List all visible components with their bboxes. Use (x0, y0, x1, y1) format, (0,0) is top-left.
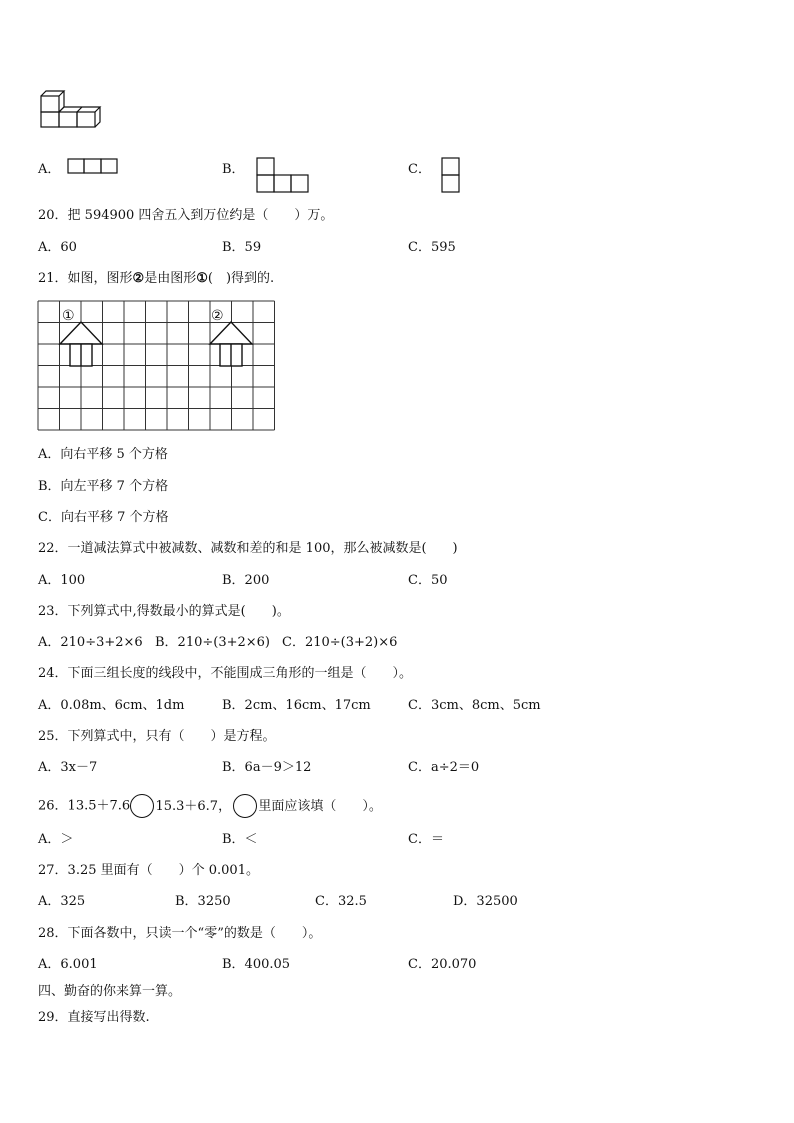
q28-option-c[interactable]: C．20.070 (408, 957, 477, 972)
q19-option-c-label[interactable]: C． (408, 162, 431, 177)
q19-option-a-label[interactable]: A． (38, 162, 61, 177)
q23-option-c[interactable]: C．210÷(3+2)×6 (282, 635, 398, 650)
q20-stem: 20．把 594900 四舍五入到万位约是（ ）万。 (38, 208, 334, 223)
q27-option-a[interactable]: A．325 (38, 894, 86, 909)
q27-stem: 27．3.25 里面有（ ）个 0.001。 (38, 863, 259, 878)
q24-option-a[interactable]: A．0.08m、6cm、1dm (38, 698, 185, 713)
q21-option-c[interactable]: C．向右平移 7 个方格 (38, 510, 169, 525)
q26-stem-left: 26．13.5＋7.6 (38, 798, 131, 814)
q28-option-b[interactable]: B．400.05 (222, 957, 291, 972)
q26-stem (38, 794, 382, 818)
q25-option-c[interactable]: C．a÷2＝0 (408, 760, 480, 775)
q26-stem-mid: 15.3＋6.7， (155, 798, 232, 814)
q21-option-a[interactable]: A．向右平移 5 个方格 (38, 447, 168, 462)
q23-option-a[interactable]: A．210÷3+2×6 (38, 635, 143, 650)
q25-stem: 25．下列算式中，只有（ ）是方程。 (38, 729, 276, 744)
q29-stem: 29．直接写出得数. (38, 1010, 150, 1025)
q19-option-b-label[interactable]: B． (222, 162, 245, 177)
q20-option-c[interactable]: C．595 (408, 240, 456, 255)
q19-option-c-view (441, 157, 461, 193)
cube-stack-figure (38, 88, 108, 133)
q27-option-c[interactable]: C．32.5 (315, 894, 367, 909)
q22-option-c[interactable]: C．50 (408, 573, 448, 588)
house-shape-1 (60, 322, 102, 366)
q22-option-a[interactable]: A．100 (38, 573, 86, 588)
q25-option-b[interactable]: B．6a－9＞12 (222, 760, 312, 775)
q23-stem: 23．下列算式中,得数最小的算式是( )。 (38, 604, 290, 619)
q26-blank-circle-1[interactable] (130, 794, 154, 818)
q26-blank-circle-2 (233, 794, 257, 818)
q21-stem-suffix: ( )得到的. (207, 271, 275, 286)
q26-option-c[interactable]: C．＝ (408, 832, 444, 847)
grid-label-2: ② (211, 308, 224, 324)
q28-option-a[interactable]: A．6.001 (38, 957, 98, 972)
house-shape-2 (210, 322, 252, 366)
q19-option-a-view (67, 158, 119, 174)
q26-option-a[interactable]: A．＞ (38, 832, 74, 847)
q21-stem (38, 270, 274, 288)
q24-stem: 24．下面三组长度的线段中，不能围成三角形的一组是（ ）。 (38, 666, 413, 681)
q26-option-b[interactable]: B．＜ (222, 832, 258, 847)
q24-option-c[interactable]: C．3cm、8cm、5cm (408, 698, 541, 713)
q21-stem-mid: 是由图形 (144, 271, 197, 286)
q24-option-b[interactable]: B．2cm、16cm、17cm (222, 698, 371, 713)
q28-stem: 28．下面各数中，只读一个“零”的数是（ ）。 (38, 926, 322, 941)
section-4-title: 四、勤奋的你来算一算。 (38, 984, 182, 999)
q26-stem-right: 里面应该填（ ）。 (258, 798, 382, 814)
q21-option-b[interactable]: B．向左平移 7 个方格 (38, 479, 169, 494)
q21-mark-2: ② (132, 271, 145, 286)
q20-option-a[interactable]: A．60 (38, 240, 77, 255)
q23-option-b[interactable]: B．210÷(3+2×6) (155, 635, 271, 650)
q21-stem-prefix: 21．如图，图形 (38, 271, 133, 286)
q22-option-b[interactable]: B．200 (222, 573, 270, 588)
q27-option-b[interactable]: B．3250 (175, 894, 231, 909)
q27-option-d[interactable]: D．32500 (453, 894, 518, 909)
q21-mark-1: ① (196, 271, 208, 286)
grid-label-1: ① (62, 308, 75, 324)
q19-option-b-view (256, 157, 310, 193)
q25-option-a[interactable]: A．3x－7 (38, 760, 98, 775)
q22-stem: 22．一道减法算式中被减数、减数和差的和是 100，那么被减数是( ) (38, 541, 458, 556)
q21-grid-figure (38, 301, 278, 433)
q20-option-b[interactable]: B．59 (222, 240, 262, 255)
